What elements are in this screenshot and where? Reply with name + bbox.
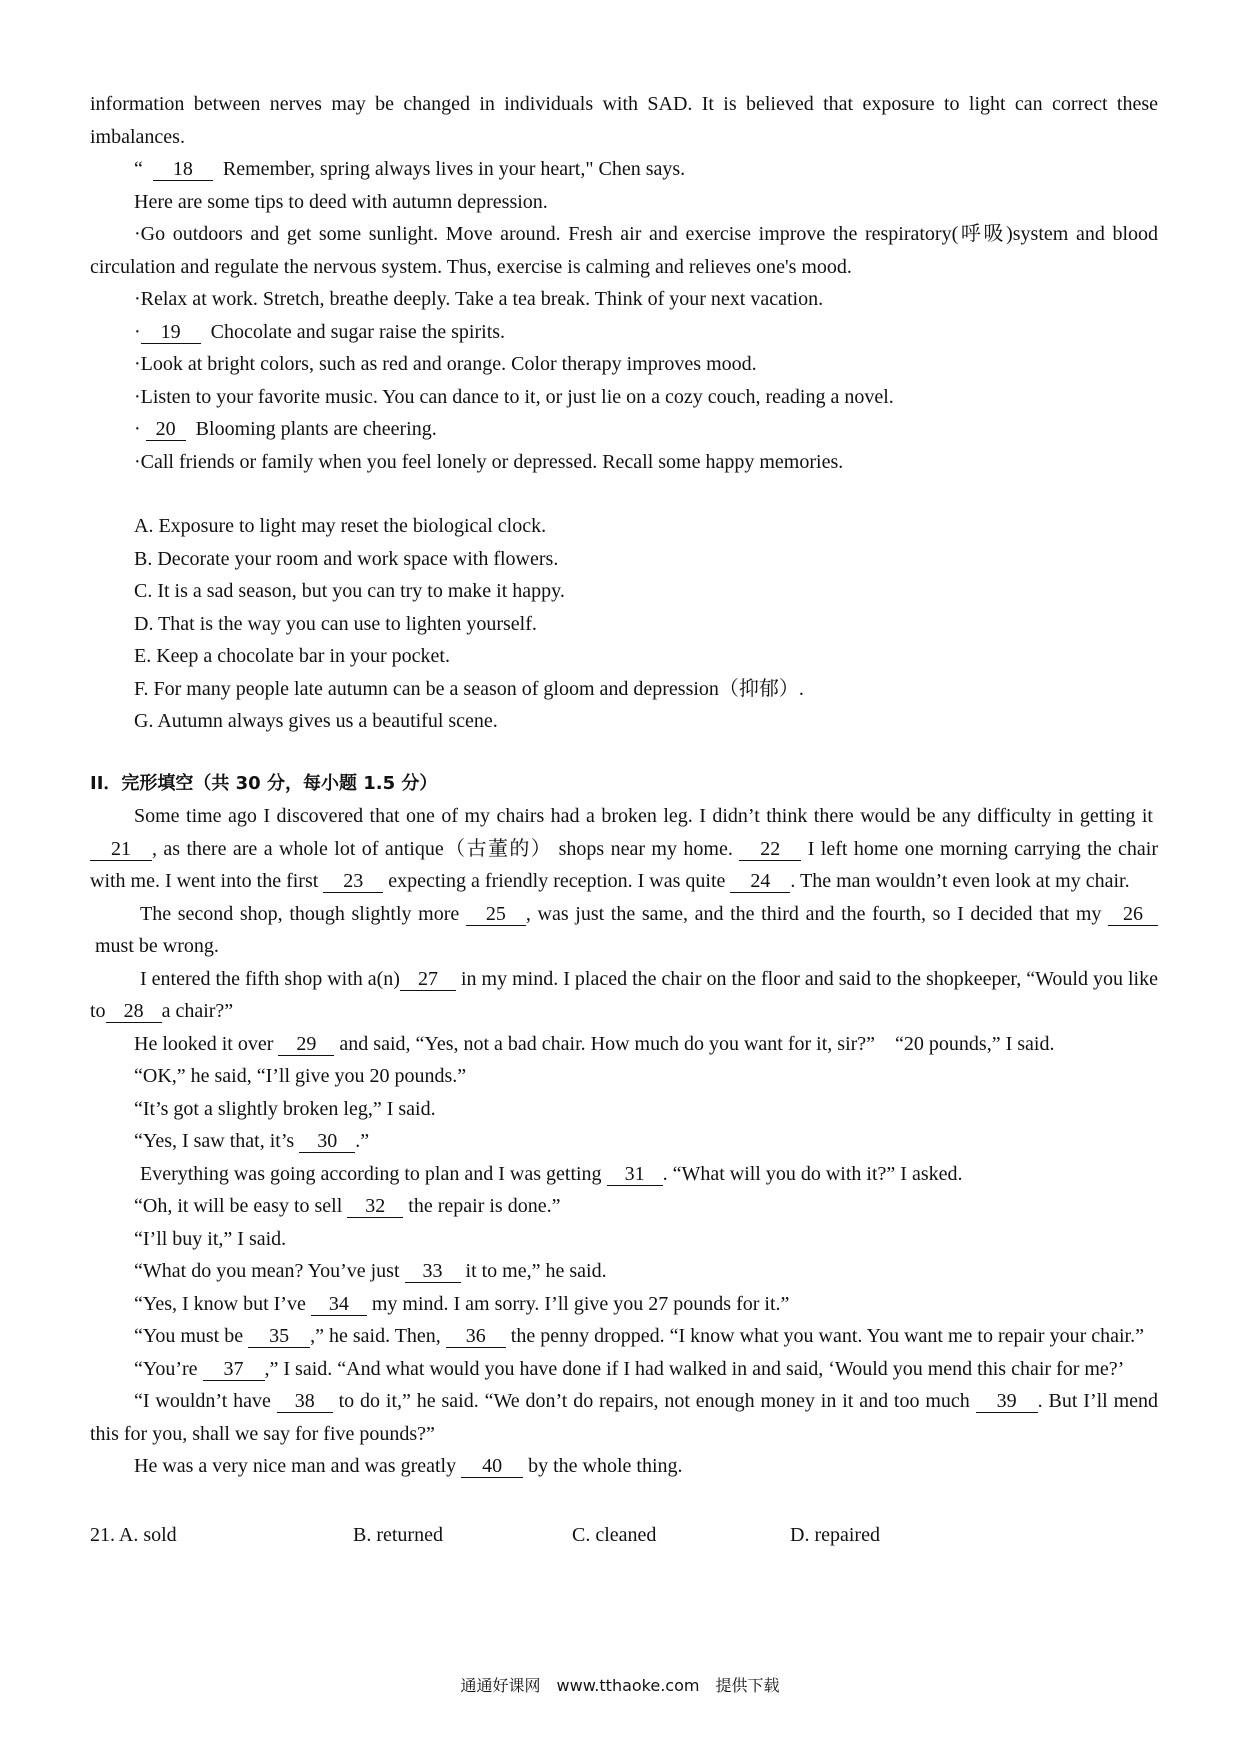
blank-27: 27 — [400, 968, 456, 991]
tip-2: ·Relax at work. Stretch, breathe deeply. Take a tea break. Think of your next vacation. — [134, 288, 824, 310]
choice-21-b: B. returned — [353, 1523, 443, 1546]
cloze-paragraph-6: “It’s got a slightly broken leg,” I said. — [134, 1097, 436, 1120]
tip-7: ·Call friends or family when you feel lonely or depressed. Recall some happy memories. — [134, 450, 844, 473]
cloze-paragraph-3: I entered the fifth shop with a(n) 27 in my mind. I placed the chair on the floor and said to the shopkeeper, “Would you like to 28 a chair?” — [90, 967, 1158, 1022]
blank-22: 22 — [739, 838, 801, 861]
blank-28: 28 — [106, 1000, 162, 1023]
blank-38: 38 — [277, 1390, 333, 1413]
tip-6 — [90, 413, 1158, 446]
blank-18: 18 — [153, 158, 213, 181]
cloze-paragraph-9: “Oh, it will be easy to sell 32 the repair is done.” — [134, 1195, 561, 1217]
blank-37: 37 — [203, 1358, 265, 1381]
tip-6-text: Blooming plants are cheering. — [195, 418, 437, 440]
spacer — [90, 738, 1158, 768]
cloze-paragraph-12: “Yes, I know but I’ve 34 my mind. I am sorry. I’ll give you 27 pounds for it.” — [134, 1292, 790, 1315]
blank-26: 26 — [1108, 903, 1158, 926]
blank-32: 32 — [347, 1195, 403, 1218]
cloze-paragraph-13: “You must be 35 ,” he said. Then, 36 the penny dropped. “I know what you want. You want me to repair your chair.” — [134, 1325, 1144, 1347]
tip-3-text: Chocolate and sugar raise the spirits. — [210, 320, 506, 343]
option-c: C. It is a sad season, but you can try to make it happy. — [134, 580, 565, 602]
section-heading: II．完形填空（共 30 分，每小题 1.5 分） — [90, 772, 438, 794]
blank-35: 35 — [248, 1325, 310, 1348]
blank-36: 36 — [446, 1325, 506, 1348]
choice-21-c: C. cleaned — [572, 1523, 657, 1546]
cloze-paragraph-11: “What do you mean? You’ve just 33 it to me,” he said. — [134, 1260, 607, 1282]
blank-31: 31 — [607, 1163, 663, 1186]
tips-intro: Here are some tips to deed with autumn depression. — [134, 190, 548, 213]
cloze-paragraph-7: “Yes, I saw that, it’s 30 .” — [134, 1130, 370, 1152]
blank-33: 33 — [405, 1260, 461, 1283]
blank-23: 23 — [323, 870, 383, 893]
blank-30: 30 — [299, 1130, 355, 1153]
page-footer: 通通好课网 www.tthaoke.com 提供下载 — [460, 1676, 780, 1695]
cloze-paragraph-8: Everything was going according to plan and I was getting 31 . “What will you do with it?” I asked. — [140, 1162, 963, 1185]
question-18-line — [90, 153, 1158, 186]
cloze-paragraph-2: The second shop, though slightly more 25 , was just the same, and the third and the fourth, so I decided that my 26 must be wrong. — [90, 898, 1158, 963]
option-g: G. Autumn always gives us a beautiful scene. — [134, 710, 498, 732]
tip-4: ·Look at bright colors, such as red and orange. Color therapy improves mood. — [134, 353, 757, 375]
blank-25: 25 — [466, 903, 526, 926]
bullet: · — [134, 320, 141, 343]
tip-1: ·Go outdoors and get some sunlight. Move around. Fresh air and exercise improve the respiratory(呼吸)system and blood circulation and regulate the nervous system. Thus, exercise is calming and relieves one's mood. — [90, 223, 1158, 278]
option-d: D. That is the way you can use to lighten yourself. — [134, 612, 537, 635]
bullet: · — [134, 418, 141, 440]
choice-21-a: 21. A. sold — [90, 1523, 177, 1546]
blank-40: 40 — [461, 1455, 523, 1478]
blank-29: 29 — [278, 1033, 334, 1056]
blank-19: 19 — [141, 321, 201, 344]
option-a: A. Exposure to light may reset the biological clock. — [134, 515, 547, 537]
cloze-paragraph-1: Some time ago I discovered that one of my chairs had a broken leg. I didn’t think there would be any difficulty in getting it 21 , as there are a whole lot of antique（古董的） shops near my home. 22 I left home one morning carrying the chair with me. I went into the first 23 expecting a friendly reception. I was quite 24 . The man wouldn’t even look at my chair. — [90, 805, 1159, 892]
cloze-paragraph-10: “I’ll buy it,” I said. — [134, 1227, 287, 1250]
option-b: B. Decorate your room and work space with flowers. — [134, 547, 559, 570]
blank-24: 24 — [730, 870, 790, 893]
option-e: E. Keep a chocolate bar in your pocket. — [134, 645, 450, 667]
question-21-choices — [90, 1519, 1158, 1551]
quote-mark: “ — [134, 158, 143, 180]
passage-continuation: information between nerves may be changed in individuals with SAD. It is believed that exposure to light can correct these imbalances. — [90, 93, 1158, 148]
option-f: F. For many people late autumn can be a season of gloom and depression（抑郁）. — [134, 677, 804, 700]
page-content — [90, 88, 1158, 1551]
blank-39: 39 — [976, 1390, 1038, 1413]
cloze-paragraph-16: He was a very nice man and was greatly 40 by the whole thing. — [134, 1455, 683, 1477]
blank-20: 20 — [146, 418, 186, 441]
tip-5: ·Listen to your favorite music. You can dance to it, or just lie on a cozy couch, reading a novel. — [134, 385, 894, 408]
cloze-paragraph-15: “I wouldn’t have 38 to do it,” he said. “We don’t do repairs, not enough money in it and too much 39 . But I’ll mend this for you, shall we say for five pounds?” — [90, 1390, 1159, 1445]
cloze-paragraph-5: “OK,” he said, “I’ll give you 20 pounds.” — [134, 1065, 467, 1087]
spacer — [90, 1483, 1158, 1515]
options-list — [90, 510, 1158, 738]
choice-21-d: D. repaired — [790, 1523, 880, 1546]
blank-21: 21 — [90, 838, 152, 861]
question-18-text: Remember, spring always lives in your heart," Chen says. — [222, 158, 686, 180]
spacer — [90, 478, 1158, 510]
cloze-paragraph-14: “You’re 37 ,” I said. “And what would you have done if I had walked in and said, ‘Would you mend this chair for me?’ — [134, 1357, 1125, 1380]
blank-34: 34 — [311, 1293, 367, 1316]
tip-3 — [90, 316, 1158, 349]
cloze-paragraph-4: He looked it over 29 and said, “Yes, not a bad chair. How much do you want for it, sir?” “20 pounds,” I said. — [134, 1032, 1055, 1055]
